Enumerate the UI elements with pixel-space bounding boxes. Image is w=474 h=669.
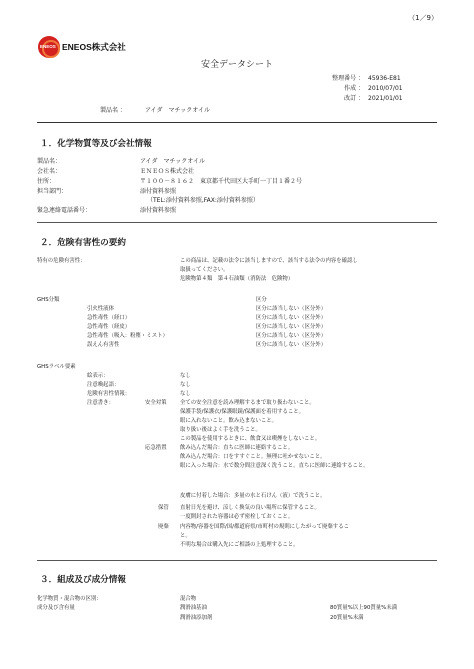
s3-label: 化学物質・混合物の区別： bbox=[37, 596, 102, 602]
meta-label: 整理番号 ： bbox=[332, 75, 364, 82]
ghs-class-title: GHS分類 bbox=[37, 297, 60, 303]
ghs-item: 急性毒性（経口） bbox=[87, 315, 131, 321]
caution-head: 保管 bbox=[158, 505, 169, 511]
ghs-value: 区分に該当しない（区分外） bbox=[256, 324, 327, 330]
s1-value: 添付資料参照 bbox=[140, 188, 177, 195]
divider bbox=[37, 122, 437, 123]
caution-line: 眼に入った場合：水で数分間注意深く洗うこと。直ちに医師に連絡すること。 bbox=[180, 463, 369, 469]
s1-value: 添付資料参照 bbox=[140, 207, 177, 214]
s1-label: 住所： bbox=[37, 178, 56, 185]
s1-label: 担当部門： bbox=[37, 188, 68, 195]
s1-value: ＥＮＥＯＳ株式会社 bbox=[140, 168, 195, 175]
caution-line: 全ての安全注意を読み理解するまで取り扱わないこと。 bbox=[180, 400, 315, 406]
caution-line: 内容物/容器を国際/国/都道府県/市町村の規則にしたがって廃棄するこ bbox=[180, 524, 349, 530]
ghs-label-title: GHSラベル要素 bbox=[37, 364, 76, 370]
caution-head: 安全対策 bbox=[145, 400, 167, 406]
divider bbox=[37, 560, 437, 561]
caution-line: と。 bbox=[180, 533, 191, 539]
caution-line: 直射日光を避け、涼しく換気の良い場所に保管すること。 bbox=[180, 505, 320, 511]
caution-line: 不明な場合は購入先にご相談の上処理すること。 bbox=[180, 542, 299, 548]
label-item: 絵表示： bbox=[87, 373, 109, 379]
s3-conc: 80質量%以上90質量%未満 bbox=[330, 605, 398, 611]
section2-heading: ２．危険有害性の要約 bbox=[40, 238, 126, 248]
label-item: 注意喚起語： bbox=[87, 382, 120, 388]
section3-heading: ３．組成及び成分情報 bbox=[40, 575, 126, 585]
caution-label: 注意書き： bbox=[87, 400, 114, 406]
special-hazard-line: 危険物第４類 第４石油類（消防法 危険物） bbox=[180, 276, 294, 282]
page-number: （1／9） bbox=[408, 14, 438, 22]
s3-label: 成分及び含有量 bbox=[37, 605, 75, 611]
label-item: 危険有害性情報： bbox=[87, 391, 131, 397]
ghs-value: 区分に該当しない（区分外） bbox=[256, 315, 327, 321]
meta-value: 2010/07/01 bbox=[368, 85, 403, 92]
caution-line: この製品を使用するときに、飲食又は喫煙をしないこと。 bbox=[180, 436, 321, 442]
s1-value: アイダ マチックオイル bbox=[140, 158, 205, 165]
s1-value: （TEL:添付資料参照,FAX:添付資料参照） bbox=[147, 197, 259, 204]
caution-head: 応急措置 bbox=[145, 445, 167, 451]
s1-value: 〒１００－８１６２ 東京都千代田区大手町一丁目１番２号 bbox=[140, 178, 303, 185]
caution-line: 皮膚に付着した場合：多量の水と石けん（液）で洗うこと。 bbox=[180, 493, 326, 499]
ghs-value: 区分に該当しない（区分外） bbox=[256, 333, 327, 339]
ghs-value: 区分に該当しない（区分外） bbox=[256, 342, 327, 348]
s3-name: 混合物 bbox=[180, 596, 197, 602]
ghs-value: 区分に該当しない（区分外） bbox=[256, 306, 327, 312]
company-logo-text: ENEOS株式会社 bbox=[62, 42, 126, 52]
section1-heading: １．化学物質等及び会社情報 bbox=[40, 139, 152, 149]
caution-line: 飲み込んだ場合：口をすすぐこと。無理に吐かせないこと。 bbox=[180, 454, 326, 460]
label-value: なし bbox=[180, 391, 191, 397]
s1-label: 会社名： bbox=[37, 168, 62, 175]
meta-value: 2021/01/01 bbox=[368, 95, 403, 102]
s3-name: 潤滑油基油 bbox=[180, 605, 207, 611]
logo-mark-text: ENEOS bbox=[40, 44, 56, 49]
ghs-item: 誤えん有害性 bbox=[87, 342, 120, 348]
ghs-class-header: 区分 bbox=[256, 297, 267, 303]
document-title: 安全データシート bbox=[200, 60, 273, 70]
special-hazard-line: 取扱ってください。 bbox=[180, 267, 229, 273]
ghs-item: 引火性液体 bbox=[87, 306, 114, 312]
s3-conc: 20質量%未満 bbox=[330, 615, 364, 621]
meta-value: 45936-E81 bbox=[368, 75, 401, 82]
caution-head: 廃棄 bbox=[158, 524, 169, 530]
caution-line: 飲み込んだ場合：直ちに医師に連絡すること。 bbox=[180, 445, 294, 451]
s3-name: 潤滑油添加剤 bbox=[180, 615, 213, 621]
caution-line: 取り扱い後はよく手を洗うこと。 bbox=[180, 427, 261, 433]
meta-label: 作成 ： bbox=[344, 85, 364, 92]
label-value: なし bbox=[180, 373, 191, 379]
meta-label: 改訂 ： bbox=[344, 95, 364, 102]
special-hazard-label: 特有の危険有害性： bbox=[37, 258, 86, 264]
caution-line: 保護手袋/保護衣/保護眼鏡/保護面を着用すること。 bbox=[180, 409, 305, 415]
s1-label: 製品名： bbox=[37, 158, 62, 165]
label-value: なし bbox=[180, 382, 191, 388]
divider bbox=[37, 222, 437, 223]
ghs-item: 急性毒性（経皮） bbox=[87, 324, 131, 330]
product-name: アイダ マチックオイル bbox=[145, 107, 210, 114]
special-hazard-line: この商品は、記載の法令に該当しますので、該当する法令の内容を確認し bbox=[180, 258, 358, 264]
ghs-item: 急性毒性（吸入：粉塵・ミスト） bbox=[87, 333, 168, 339]
caution-line: 一度開封された容器は必ず密栓しておくこと。 bbox=[180, 514, 294, 520]
s1-label: 緊急連絡電話番号： bbox=[37, 207, 92, 214]
product-label: 製品名 ： bbox=[100, 107, 126, 114]
caution-line: 眼に入れないこと。飲み込まないこと。 bbox=[180, 418, 278, 424]
